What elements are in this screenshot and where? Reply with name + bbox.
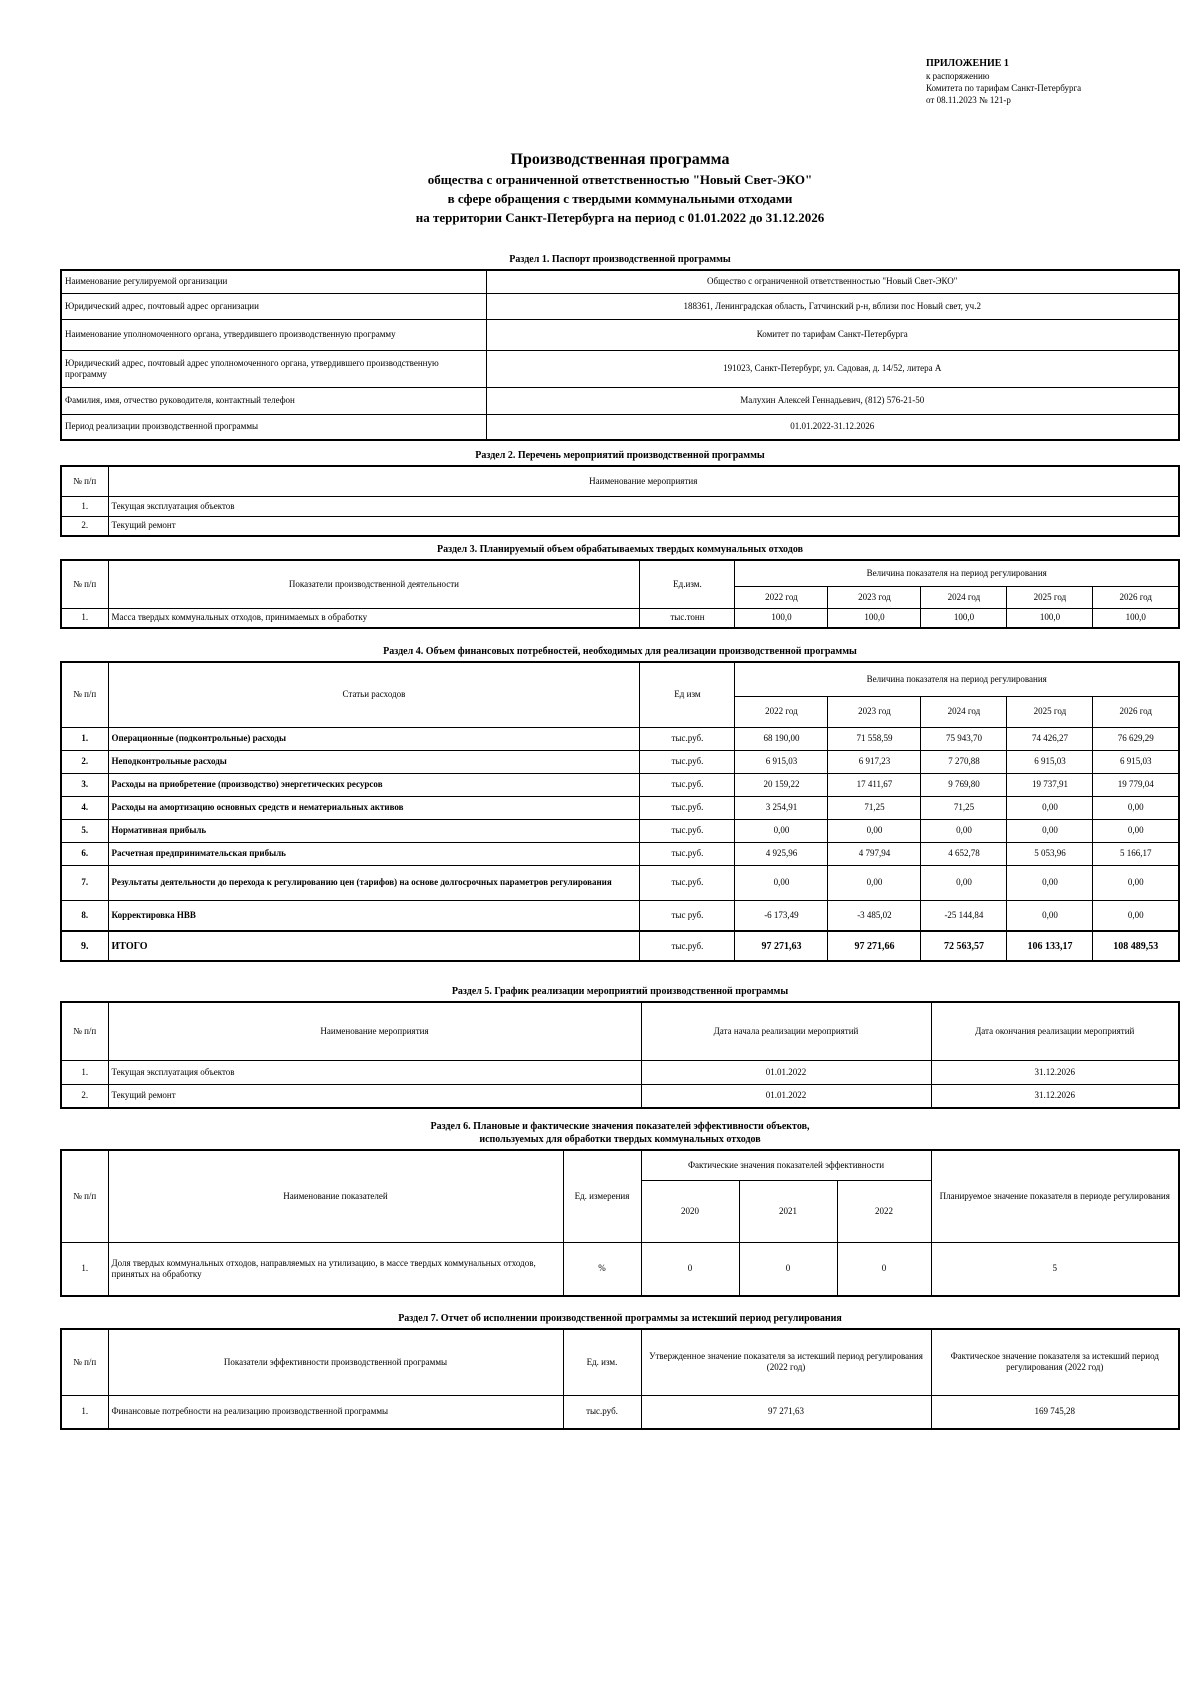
year-header: 2026 год — [1093, 586, 1179, 608]
row-value: 100,0 — [1007, 608, 1093, 628]
row-end: 31.12.2026 — [931, 1084, 1179, 1108]
row-value: 0,00 — [921, 865, 1007, 900]
row-end: 31.12.2026 — [931, 1060, 1179, 1084]
appendix-line: от 08.11.2023 № 121-р — [926, 95, 1011, 105]
row-value: 106 133,17 — [1007, 931, 1093, 961]
row-unit: тыс.руб. — [640, 819, 735, 842]
row-unit: тыс.тонн — [640, 608, 735, 628]
row-unit: % — [563, 1242, 641, 1296]
col-header-num: № п/п — [61, 466, 108, 496]
row-value: 9 769,80 — [921, 773, 1007, 796]
title-line: в сфере обращения с твердыми коммунальными отходами — [447, 191, 793, 206]
col-header-num: № п/п — [61, 1002, 108, 1060]
section-title: Раздел 7. Отчет об исполнении производственной программы за истекший период регулирования — [398, 1313, 842, 1324]
row-value: 71,25 — [921, 796, 1007, 819]
col-header-name: Наименование мероприятия — [108, 1002, 641, 1060]
col-header-unit: Ед. изм. — [563, 1329, 641, 1395]
table-row — [61, 1395, 1179, 1429]
row-unit: тыс.руб. — [563, 1395, 641, 1429]
row-name: Финансовые потребности на реализацию производственной программы — [108, 1395, 563, 1429]
row-name: Текущий ремонт — [108, 516, 1179, 536]
row-value: 6 917,23 — [828, 750, 921, 773]
row-value: 7 270,88 — [921, 750, 1007, 773]
col-header-approved: Утвержденное значение показателя за истекший период регулирования (2022 год) — [641, 1329, 931, 1395]
row-value: 6 915,03 — [735, 750, 828, 773]
table-row — [61, 1084, 1179, 1108]
row-value: 19 779,04 — [1093, 773, 1179, 796]
col-header-actual: Фактическое значение показателя за истекший период регулирования (2022 год) — [931, 1329, 1179, 1395]
section-6 — [60, 1120, 1180, 1297]
row-name: Текущая эксплуатация объектов — [108, 496, 1179, 516]
passport-label: Наименование регулируемой организации — [61, 270, 486, 293]
year-header: 2024 год — [921, 696, 1007, 727]
passport-label: Юридический адрес, почтовый адрес организации — [61, 293, 486, 319]
table-header-row — [61, 1002, 1179, 1060]
total-row — [61, 931, 1179, 961]
col-header-name: Наименование мероприятия — [108, 466, 1179, 496]
section-title-line: используемых для обработки твердых коммунальных отходов — [479, 1134, 761, 1145]
col-header-num: № п/п — [61, 560, 108, 608]
col-header-unit: Ед изм — [640, 662, 735, 727]
table-header-row — [61, 560, 1179, 586]
row-name: Текущий ремонт — [108, 1084, 641, 1108]
row-value: 108 489,53 — [1093, 931, 1179, 961]
appendix-line: к распоряжению — [926, 71, 990, 81]
row-value: 3 254,91 — [735, 796, 828, 819]
row-num: 8. — [61, 900, 108, 931]
row-num: 9. — [61, 931, 108, 961]
row-unit: тыс.руб. — [640, 931, 735, 961]
passport-value: 188361, Ленинградская область, Гатчинский р-н, вблизи пос Новый свет, уч.2 — [486, 293, 1179, 319]
table-row — [61, 842, 1179, 865]
row-value: 0,00 — [828, 819, 921, 842]
row-plan: 5 — [931, 1242, 1179, 1296]
table-row — [61, 414, 1179, 440]
section-5 — [60, 985, 1180, 1109]
title-line: на территории Санкт-Петербурга на период с 01.01.2022 до 31.12.2026 — [415, 210, 825, 225]
row-num: 4. — [61, 796, 108, 819]
row-value: 68 190,00 — [735, 727, 828, 750]
table-header-row — [61, 1329, 1179, 1395]
row-value: 0 — [641, 1242, 739, 1296]
row-approved: 97 271,63 — [641, 1395, 931, 1429]
row-value: -6 173,49 — [735, 900, 828, 931]
appendix-title: ПРИЛОЖЕНИЕ 1 — [926, 58, 1009, 69]
row-num: 1. — [61, 608, 108, 628]
table-row — [61, 608, 1179, 628]
row-num: 7. — [61, 865, 108, 900]
year-header: 2024 год — [921, 586, 1007, 608]
row-name: Операционные (подконтрольные) расходы — [108, 727, 640, 750]
row-value: 0 — [837, 1242, 931, 1296]
col-header-num: № п/п — [61, 1150, 108, 1242]
passport-value: Общество с ограниченной ответственностью "Новый Свет-ЭКО" — [486, 270, 1179, 293]
table-header-row — [61, 1150, 1179, 1180]
row-value: 76 629,29 — [1093, 727, 1179, 750]
table-row — [61, 270, 1179, 293]
table-row — [61, 773, 1179, 796]
year-header: 2021 — [739, 1180, 837, 1242]
table-row — [61, 727, 1179, 750]
row-name: Расходы на амортизацию основных средств и нематериальных активов — [108, 796, 640, 819]
section-title-line: Раздел 6. Плановые и фактические значения показателей эффективности объектов, — [430, 1121, 810, 1132]
table-row — [61, 796, 1179, 819]
row-value: 0,00 — [828, 865, 921, 900]
passport-table — [60, 269, 1180, 441]
table-row — [61, 900, 1179, 931]
row-value: 0,00 — [1093, 900, 1179, 931]
document-title — [60, 150, 1180, 227]
row-unit: тыс.руб. — [640, 773, 735, 796]
table-row — [61, 387, 1179, 414]
passport-label: Наименование уполномоченного органа, утвердившего производственную программу — [61, 319, 486, 350]
row-value: 74 426,27 — [1007, 727, 1093, 750]
row-name: Доля твердых коммунальных отходов, направляемых на утилизацию, в массе твердых коммунальных отходов, принятых на обработку — [108, 1242, 563, 1296]
row-unit: тыс.руб. — [640, 842, 735, 865]
section-title: Раздел 3. Планируемый объем обрабатываемых твердых коммунальных отходов — [437, 544, 803, 555]
year-header: 2025 год — [1007, 696, 1093, 727]
col-header-unit: Ед. измерения — [563, 1150, 641, 1242]
row-num: 2. — [61, 516, 108, 536]
row-value: 19 737,91 — [1007, 773, 1093, 796]
row-value: 100,0 — [921, 608, 1007, 628]
row-unit: тыс.руб. — [640, 796, 735, 819]
row-start: 01.01.2022 — [641, 1084, 931, 1108]
row-value: 5 166,17 — [1093, 842, 1179, 865]
row-name: ИТОГО — [108, 931, 640, 961]
col-header-unit: Ед.изм. — [640, 560, 735, 608]
table-row — [61, 496, 1179, 516]
activities-table — [60, 465, 1180, 537]
row-actual: 169 745,28 — [931, 1395, 1179, 1429]
row-num: 2. — [61, 750, 108, 773]
year-header: 2025 год — [1007, 586, 1093, 608]
row-name: Масса твердых коммунальных отходов, принимаемых в обработку — [108, 608, 640, 628]
table-row — [61, 865, 1179, 900]
row-name: Расчетная предпринимательская прибыль — [108, 842, 640, 865]
row-value: 100,0 — [828, 608, 921, 628]
passport-label: Фамилия, имя, отчество руководителя, контактный телефон — [61, 387, 486, 414]
row-value: 4 797,94 — [828, 842, 921, 865]
year-header: 2020 — [641, 1180, 739, 1242]
row-name: Текущая эксплуатация объектов — [108, 1060, 641, 1084]
row-value: 0,00 — [1007, 796, 1093, 819]
volume-table — [60, 559, 1180, 629]
col-header-name: Показатели производственной деятельности — [108, 560, 640, 608]
row-num: 1. — [61, 727, 108, 750]
row-num: 5. — [61, 819, 108, 842]
row-value: 75 943,70 — [921, 727, 1007, 750]
section-1 — [60, 253, 1180, 441]
col-header-name: Наименование показателей — [108, 1150, 563, 1242]
row-num: 2. — [61, 1084, 108, 1108]
row-value: 71 558,59 — [828, 727, 921, 750]
row-value: 20 159,22 — [735, 773, 828, 796]
section-2 — [60, 449, 1180, 537]
table-row — [61, 1060, 1179, 1084]
row-value: 97 271,63 — [735, 931, 828, 961]
section-title: Раздел 1. Паспорт производственной программы — [509, 254, 731, 265]
row-value: 0,00 — [1093, 819, 1179, 842]
row-name: Неподконтрольные расходы — [108, 750, 640, 773]
section-7 — [60, 1312, 1180, 1430]
row-num: 3. — [61, 773, 108, 796]
appendix-note — [926, 58, 1176, 106]
col-header-num: № п/п — [61, 1329, 108, 1395]
col-header-name: Статьи расходов — [108, 662, 640, 727]
row-value: -25 144,84 — [921, 900, 1007, 931]
row-value: 0,00 — [1093, 796, 1179, 819]
row-num: 1. — [61, 496, 108, 516]
table-header-row — [61, 662, 1179, 696]
col-header-end: Дата окончания реализации мероприятий — [931, 1002, 1179, 1060]
row-value: 71,25 — [828, 796, 921, 819]
section-title: Раздел 4. Объем финансовых потребностей, необходимых для реализации производственной программы — [383, 646, 857, 657]
row-unit: тыс.руб. — [640, 750, 735, 773]
passport-value: 01.01.2022-31.12.2026 — [486, 414, 1179, 440]
row-unit: тыс руб. — [640, 900, 735, 931]
year-header: 2023 год — [828, 696, 921, 727]
title-line: Производственная программа — [510, 151, 730, 168]
row-value: 0,00 — [921, 819, 1007, 842]
row-unit: тыс.руб. — [640, 865, 735, 900]
row-value: 0,00 — [1007, 819, 1093, 842]
row-value: 0,00 — [1007, 900, 1093, 931]
row-value: 0,00 — [735, 865, 828, 900]
year-header: 2026 год — [1093, 696, 1179, 727]
table-row — [61, 293, 1179, 319]
appendix-line: Комитета по тарифам Санкт-Петербурга — [926, 83, 1082, 93]
finance-table — [60, 661, 1180, 962]
row-value: 0,00 — [735, 819, 828, 842]
row-value: 97 271,66 — [828, 931, 921, 961]
year-header: 2022 год — [735, 586, 828, 608]
table-row — [61, 750, 1179, 773]
row-value: 5 053,96 — [1007, 842, 1093, 865]
row-value: 72 563,57 — [921, 931, 1007, 961]
col-header-group: Величина показателя на период регулирования — [735, 662, 1179, 696]
table-row — [61, 1242, 1179, 1296]
col-header-name: Показатели эффективности производственной программы — [108, 1329, 563, 1395]
col-header-group: Фактические значения показателей эффективности — [641, 1150, 931, 1180]
section-4 — [60, 645, 1180, 962]
year-header: 2023 год — [828, 586, 921, 608]
row-value: 17 411,67 — [828, 773, 921, 796]
row-value: 4 652,78 — [921, 842, 1007, 865]
row-value: 100,0 — [1093, 608, 1179, 628]
row-value: 0,00 — [1093, 865, 1179, 900]
row-value: 0 — [739, 1242, 837, 1296]
row-name: Корректировка НВВ — [108, 900, 640, 931]
row-value: 6 915,03 — [1007, 750, 1093, 773]
table-row — [61, 516, 1179, 536]
efficiency-table — [60, 1149, 1180, 1297]
row-unit: тыс.руб. — [640, 727, 735, 750]
passport-value: 191023, Санкт-Петербург, ул. Садовая, д. 14/52, литера А — [486, 350, 1179, 387]
section-3 — [60, 543, 1180, 629]
col-header-start: Дата начала реализации мероприятий — [641, 1002, 931, 1060]
section-title: Раздел 5. График реализации мероприятий производственной программы — [451, 986, 789, 997]
passport-value: Малухин Алексей Геннадьевич, (812) 576-21-50 — [486, 387, 1179, 414]
passport-label: Период реализации производственной программы — [61, 414, 486, 440]
row-value: 6 915,03 — [1093, 750, 1179, 773]
row-name: Результаты деятельности до перехода к регулированию цен (тарифов) на основе долгосрочных параметров регулирования — [108, 865, 640, 900]
col-header-plan: Планируемое значение показателя в периоде регулирования — [931, 1150, 1179, 1242]
row-value: -3 485,02 — [828, 900, 921, 931]
table-row — [61, 819, 1179, 842]
section-title — [60, 1120, 1180, 1146]
title-line: общества с ограниченной ответственностью "Новый Свет-ЭКО" — [427, 172, 813, 187]
table-header-row — [61, 466, 1179, 496]
row-value: 0,00 — [1007, 865, 1093, 900]
section-title: Раздел 2. Перечень мероприятий производственной программы — [475, 450, 765, 461]
row-num: 6. — [61, 842, 108, 865]
row-value: 4 925,96 — [735, 842, 828, 865]
row-value: 100,0 — [735, 608, 828, 628]
row-num: 1. — [61, 1242, 108, 1296]
passport-label: Юридический адрес, почтовый адрес уполномоченного органа, утвердившего производственную программу — [61, 350, 486, 387]
table-row — [61, 350, 1179, 387]
row-name: Нормативная прибыль — [108, 819, 640, 842]
row-name: Расходы на приобретение (производство) энергетических ресурсов — [108, 773, 640, 796]
schedule-table — [60, 1001, 1180, 1109]
row-start: 01.01.2022 — [641, 1060, 931, 1084]
row-num: 1. — [61, 1060, 108, 1084]
report-table — [60, 1328, 1180, 1430]
year-header: 2022 год — [735, 696, 828, 727]
passport-value: Комитет по тарифам Санкт-Петербурга — [486, 319, 1179, 350]
row-num: 1. — [61, 1395, 108, 1429]
year-header: 2022 — [837, 1180, 931, 1242]
col-header-group: Величина показателя на период регулирования — [735, 560, 1179, 586]
table-row — [61, 319, 1179, 350]
col-header-num: № п/п — [61, 662, 108, 727]
